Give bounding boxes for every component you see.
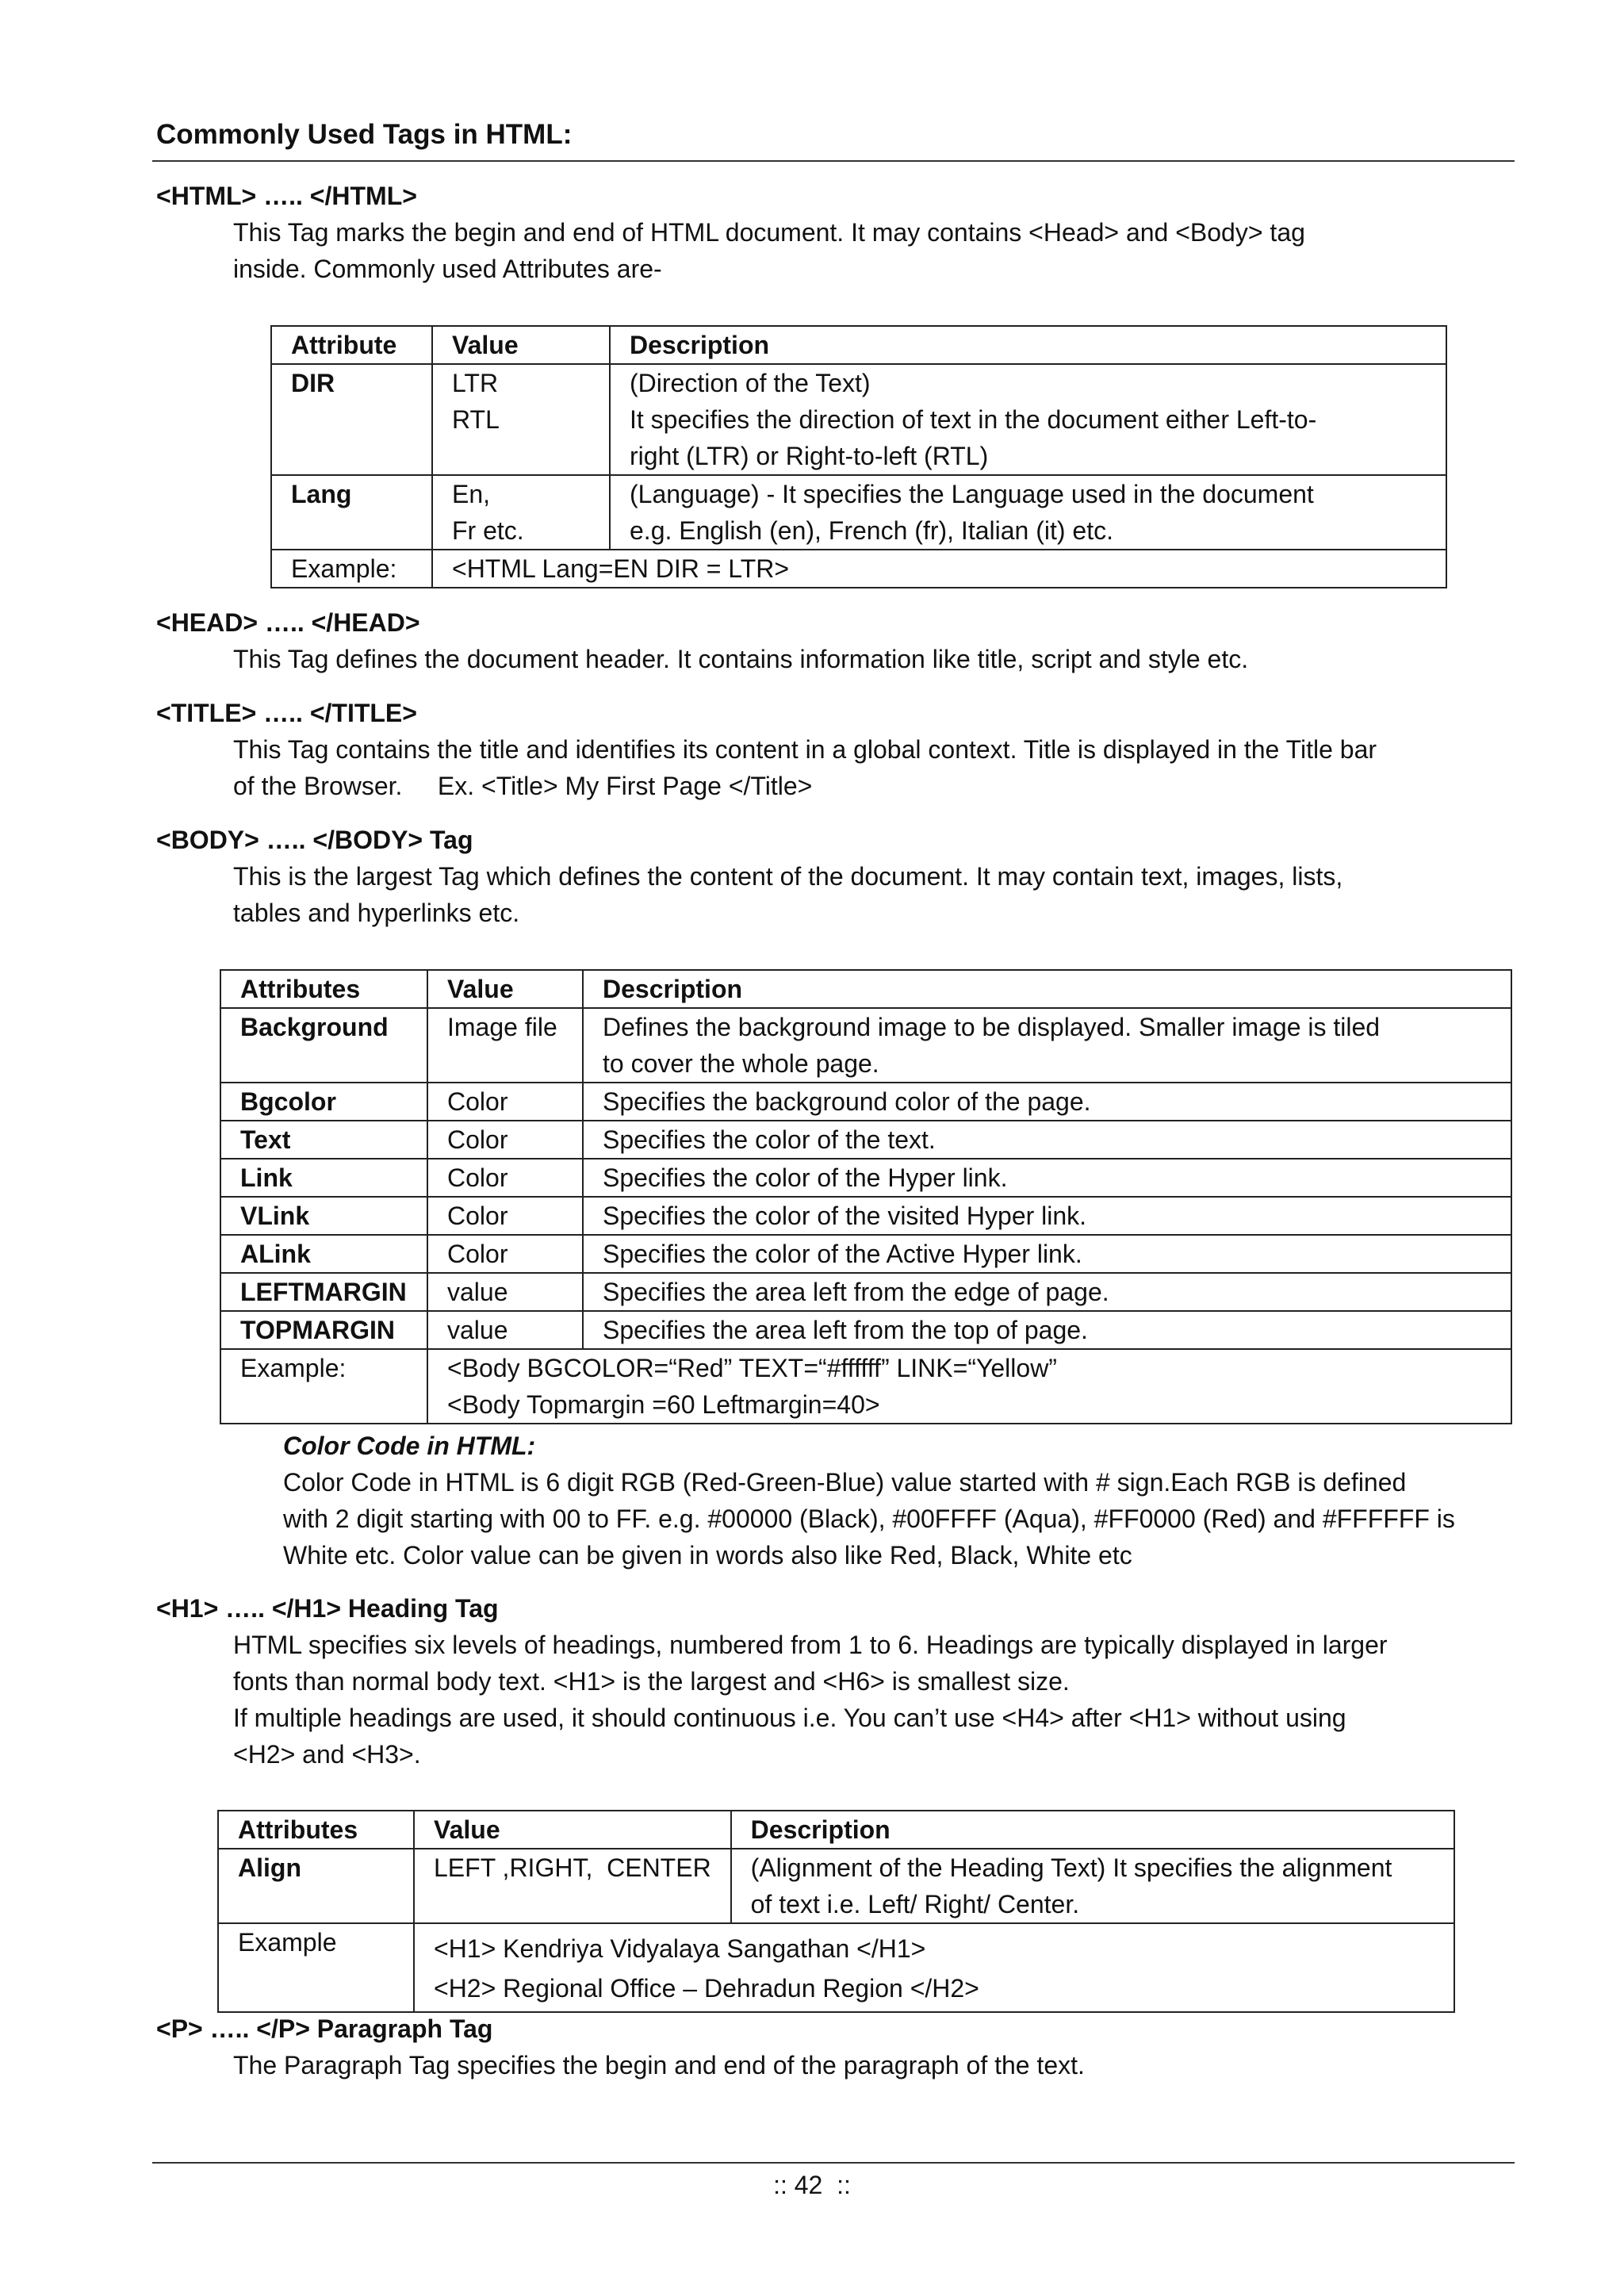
attr-cell: Lang [271,475,432,550]
attr-cell: VLink [220,1197,427,1235]
text-line: This is the largest Tag which defines the content of the document. It may contain text, images, lists, [233,862,1343,891]
attr-cell: TOPMARGIN [220,1311,427,1349]
attr-cell: LEFTMARGIN [220,1273,427,1311]
example-row [271,550,1446,588]
text-line: Color Code in HTML is 6 digit RGB (Red-Green-Blue) value started with # sign.Each RGB is defined [283,1468,1407,1497]
header-cell: Attributes [220,970,427,1008]
title-tag-heading: <TITLE> ….. </TITLE> [156,699,417,727]
text-line: fonts than normal body text. <H1> is the largest and <H6> is smallest size. [233,1667,1070,1696]
header-cell: Description [583,970,1511,1008]
value-cell: Image file [427,1008,583,1083]
value-cell: Color [427,1083,583,1121]
desc-line: e.g. English (en), French (fr), Italian (it) etc. [630,516,1113,545]
value-cell [432,364,610,475]
table-row [220,1159,1511,1197]
header-cell: Value [427,970,583,1008]
desc-line: (Language) - It specifies the Language used in the document [630,480,1314,508]
table-row [220,1273,1511,1311]
html-tag-heading: <HTML> ….. </HTML> [156,182,417,210]
heading-attributes-table [217,1810,1455,2013]
text-line: If multiple headings are used, it should continuous i.e. You can’t use <H4> after <H1> without using [233,1704,1346,1732]
desc-line: Defines the background image to be displayed. Smaller image is tiled [603,1013,1381,1041]
p-tag-heading: <P> ….. </P> Paragraph Tag [156,2014,493,2043]
html-attributes-table [270,325,1447,588]
desc-line: of text i.e. Left/ Right/ Center. [750,1890,1080,1918]
desc-cell [731,1849,1454,1923]
desc-cell: Specifies the background color of the page. [583,1083,1511,1121]
example-row [220,1349,1511,1424]
example-value [414,1923,1454,2012]
bottom-rule [152,2162,1515,2164]
desc-cell [610,364,1446,475]
value-cell [432,475,610,550]
text-line: tables and hyperlinks etc. [233,899,520,927]
h1-tag-heading: <H1> ….. </H1> Heading Tag [156,1594,499,1623]
value-cell: Color [427,1235,583,1273]
text-line: HTML specifies six levels of headings, numbered from 1 to 6. Headings are typically displayed in larger [233,1631,1388,1659]
body-tag-heading: <BODY> ….. </BODY> Tag [156,826,473,854]
example-label: Example: [271,550,432,588]
desc-cell: Specifies the area left from the top of page. [583,1311,1511,1349]
table-row [271,364,1446,475]
desc-cell: Specifies the color of the Active Hyper link. [583,1235,1511,1273]
desc-line: It specifies the direction of text in the document either Left-to- [630,405,1317,434]
attr-cell: Background [220,1008,427,1083]
header-cell: Attributes [218,1811,414,1849]
attr-cell: DIR [271,364,432,475]
value-cell: LEFT ,RIGHT, CENTER [414,1849,731,1923]
table-row [220,1311,1511,1349]
desc-cell [610,475,1446,550]
desc-cell [583,1008,1511,1083]
value-cell: value [427,1311,583,1349]
value-cell: value [427,1273,583,1311]
desc-cell: Specifies the color of the visited Hyper link. [583,1197,1511,1235]
attr-cell: Text [220,1121,427,1159]
page-title: Commonly Used Tags in HTML: [156,119,573,150]
value-line: RTL [452,405,500,434]
text-line: This Tag marks the begin and end of HTML document. It may contains <Head> and <Body> tag [233,218,1305,247]
desc-line: (Direction of the Text) [630,369,871,397]
example-line: <Body BGCOLOR=“Red” TEXT=“#ffffff” LINK=“Yellow” [447,1354,1057,1382]
color-code-note [283,1428,1520,1573]
table-header-row [220,970,1511,1008]
example-line: <H1> Kendriya Vidyalaya Sangathan </H1> [434,1934,926,1963]
desc-cell: Specifies the area left from the edge of page. [583,1273,1511,1311]
page-number: :: 42 :: [773,2171,851,2199]
text-line: with 2 digit starting with 00 to FF. e.g. #00000 (Black), #00FFFF (Aqua), #FF0000 (Red) and #FFFFFF is [283,1504,1455,1533]
value-line: Fr etc. [452,516,524,545]
table-row [220,1121,1511,1159]
example-line: <Body Topmargin =60 Leftmargin=40> [447,1390,880,1419]
text-line: inside. Commonly used Attributes are- [233,255,662,283]
example-row [218,1923,1454,2012]
table-header-row [271,326,1446,364]
value-cell: Color [427,1197,583,1235]
body-attributes-table [220,969,1512,1424]
table-header-row [218,1811,1454,1849]
example-value: <HTML Lang=EN DIR = LTR> [432,550,1446,588]
table-row [220,1197,1511,1235]
desc-line: right (LTR) or Right-to-left (RTL) [630,442,989,470]
text-line: This Tag contains the title and identifies its content in a global context. Title is displayed in the Title bar [233,735,1377,764]
value-line: En, [452,480,491,508]
table-row [271,475,1446,550]
top-rule [152,160,1515,162]
table-row [220,1235,1511,1273]
header-cell: Value [414,1811,731,1849]
table-row [220,1083,1511,1121]
example-label: Example [218,1923,414,2012]
example-value [427,1349,1511,1424]
header-cell: Value [432,326,610,364]
h1-tag-description [233,1627,1518,1773]
text-line: The Paragraph Tag specifies the begin and end of the paragraph of the text. [233,2051,1085,2079]
header-cell: Description [610,326,1446,364]
text-line: This Tag defines the document header. It contains information like title, script and style etc. [233,645,1249,673]
header-cell: Attribute [271,326,432,364]
table-row [220,1008,1511,1083]
head-tag-heading: <HEAD> ….. </HEAD> [156,608,420,637]
header-cell: Description [731,1811,1454,1849]
value-cell: Color [427,1121,583,1159]
text-line: of the Browser. Ex. <Title> My First Page </Title> [233,772,813,800]
value-line: LTR [452,369,499,397]
attr-cell: ALink [220,1235,427,1273]
example-label: Example: [220,1349,427,1424]
table-row [218,1849,1454,1923]
p-tag-description [233,2047,1518,2083]
head-tag-description [233,641,1518,677]
desc-cell: Specifies the color of the text. [583,1121,1511,1159]
color-code-heading: Color Code in HTML: [283,1432,536,1460]
html-tag-description [233,214,1518,287]
attr-cell: Bgcolor [220,1083,427,1121]
body-tag-description [233,858,1518,931]
text-line: White etc. Color value can be given in words also like Red, Black, White etc [283,1541,1132,1570]
attr-cell: Link [220,1159,427,1197]
desc-cell: Specifies the color of the Hyper link. [583,1159,1511,1197]
text-line: <H2> and <H3>. [233,1740,421,1769]
title-tag-description [233,731,1518,804]
desc-line: (Alignment of the Heading Text) It specifies the alignment [750,1853,1392,1882]
attr-cell: Align [218,1849,414,1923]
value-cell: Color [427,1159,583,1197]
example-line: <H2> Regional Office – Dehradun Region </H2> [434,1974,979,2003]
desc-line: to cover the whole page. [603,1049,879,1078]
